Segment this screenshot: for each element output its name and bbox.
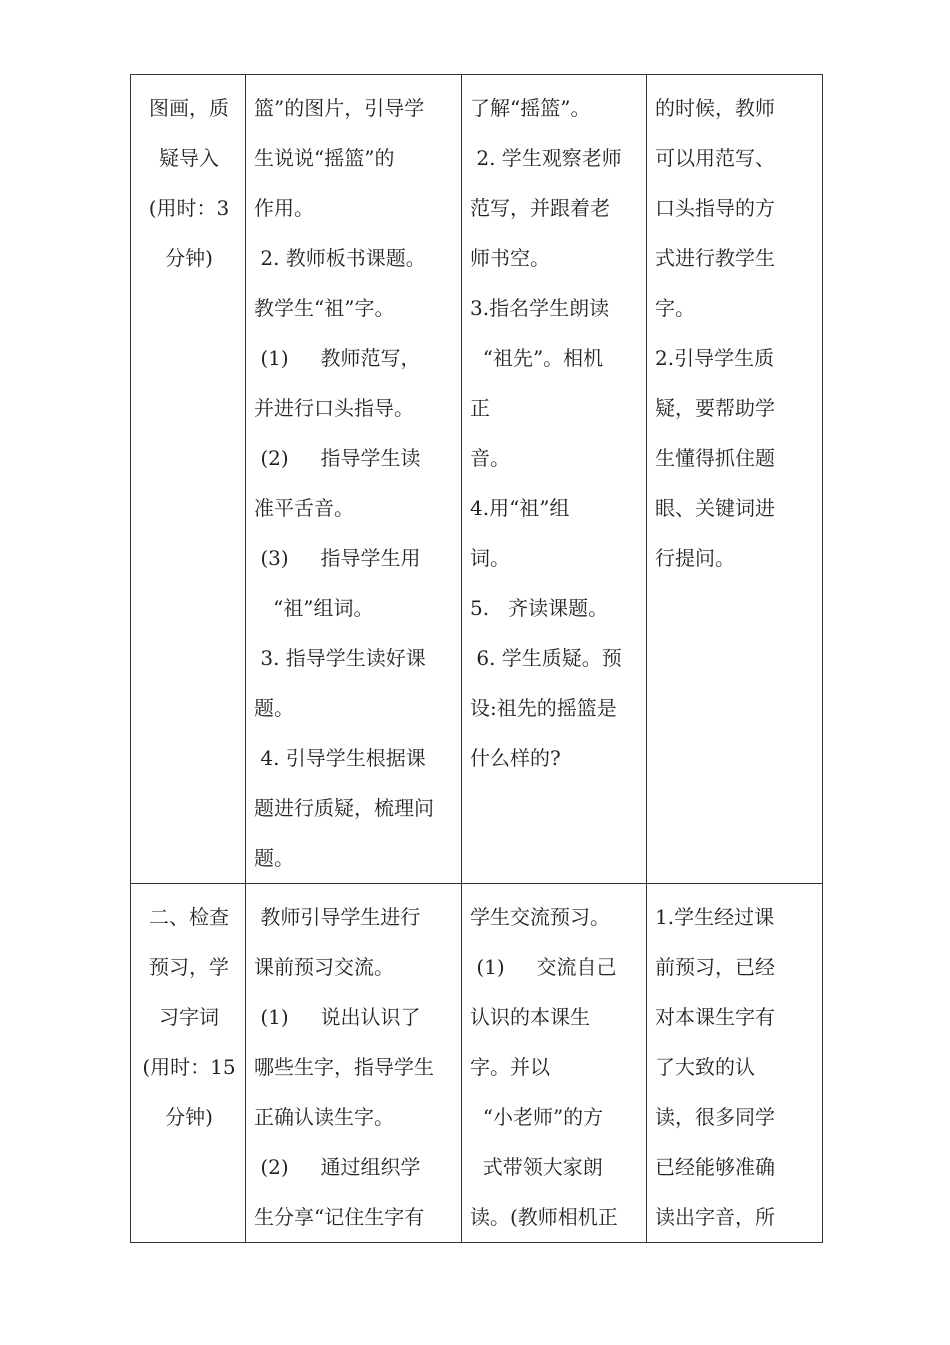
table-row — [131, 884, 823, 1243]
text-line: 眼、关键词进 — [655, 496, 775, 520]
text-line: 师书空。 — [470, 246, 550, 270]
text-line: 词。 — [470, 546, 510, 570]
text-line: 教学生“祖”字。 — [254, 296, 395, 320]
text-line: (1) 说出认识了 — [254, 1005, 421, 1029]
table-row — [131, 75, 823, 884]
text-line: 可以用范写、 — [655, 146, 775, 170]
text-line: 前预习，已经 — [655, 955, 775, 979]
text-line: 2.引导学生质 — [655, 346, 775, 370]
text-line: 5. 齐读课题。 — [470, 596, 609, 620]
text-line: 设:祖先的摇篮是 — [470, 696, 617, 720]
text-line: 图画，质 — [149, 96, 229, 120]
text-line: 读出字音，所 — [655, 1205, 775, 1229]
text-line: 口头指导的方 — [655, 196, 775, 220]
text-line: 生懂得抓住题 — [655, 446, 775, 470]
text-line: 1.学生经过课 — [655, 905, 775, 929]
text-line: 字。并以 — [470, 1055, 550, 1079]
design-intent-cell — [647, 884, 823, 1243]
text-line: 课前预习交流。 — [254, 955, 394, 979]
text-line: 篮”的图片，引导学 — [254, 96, 425, 120]
text-line: 二、检查 — [149, 905, 229, 929]
student-activity-cell — [462, 884, 647, 1243]
text-line: 并进行口头指导。 — [254, 396, 414, 420]
text-line: (2) 指导学生读 — [254, 446, 421, 470]
text-line: 行提问。 — [655, 546, 735, 570]
text-line: 生说说“摇篮”的 — [254, 146, 395, 170]
text-line: 的时候，教师 — [655, 96, 775, 120]
text-line: 4. 引导学生根据课 — [254, 746, 426, 770]
text-line: 范写，并跟着老 — [470, 196, 610, 220]
text-line: 题。 — [254, 846, 294, 870]
text-line: “小老师”的方 — [470, 1105, 604, 1129]
text-line: 式带领大家朗 — [470, 1155, 603, 1179]
text-line: 2. 教师板书课题。 — [254, 246, 426, 270]
text-line: 了解“摇篮”。 — [470, 96, 591, 120]
text-line: 题。 — [254, 696, 294, 720]
text-line: 预习，学 — [149, 955, 229, 979]
text-line: 什么样的? — [470, 746, 561, 770]
text-line: 分钟) — [165, 1105, 213, 1129]
text-line: 式进行教学生 — [655, 246, 775, 270]
text-line: (1) 交流自己 — [470, 955, 617, 979]
text-line: 题进行质疑，梳理问 — [254, 796, 434, 820]
text-line: 学生交流预习。 — [470, 905, 610, 929]
text-line: 分钟) — [165, 246, 213, 270]
text-line: 疑，要帮助学 — [655, 396, 775, 420]
text-line: 对本课生字有 — [655, 1005, 775, 1029]
text-line: 读。(教师相机正 — [470, 1205, 618, 1229]
text-line: 哪些生字，指导学生 — [254, 1055, 434, 1079]
text-line: 习字词 — [159, 1005, 219, 1029]
text-line: “祖先”。相机 — [470, 346, 604, 370]
text-line: 作用。 — [254, 196, 314, 220]
text-line: (用时：15 — [142, 1055, 236, 1079]
text-line: 字。 — [655, 296, 695, 320]
text-line: 疑导入 — [159, 146, 219, 170]
text-line: 4.用“祖”组 — [470, 496, 570, 520]
teacher-activity-cell — [246, 884, 462, 1243]
text-line: 读，很多同学 — [655, 1105, 775, 1129]
text-line: “祖”组词。 — [254, 596, 374, 620]
design-intent-cell — [647, 75, 823, 884]
text-line: 准平舌音。 — [254, 496, 354, 520]
text-line: 音。 — [470, 446, 510, 470]
text-line: (2) 通过组织学 — [254, 1155, 421, 1179]
stage-cell — [131, 75, 246, 884]
text-line: 教师引导学生进行 — [254, 905, 421, 929]
text-line: 6. 学生质疑。预 — [470, 646, 622, 670]
student-activity-cell — [462, 75, 647, 884]
lesson-plan-table — [130, 74, 823, 1243]
text-line: (用时：3 — [148, 196, 230, 220]
text-line: 认识的本课生 — [470, 1005, 590, 1029]
text-line: 正确认读生字。 — [254, 1105, 394, 1129]
text-line: (1) 教师范写， — [254, 346, 421, 370]
stage-cell — [131, 884, 246, 1243]
text-line: (3) 指导学生用 — [254, 546, 421, 570]
text-line: 了大致的认 — [655, 1055, 755, 1079]
text-line: 已经能够准确 — [655, 1155, 775, 1179]
teacher-activity-cell — [246, 75, 462, 884]
text-line: 3.指名学生朗读 — [470, 296, 610, 320]
text-line: 2. 学生观察老师 — [470, 146, 622, 170]
text-line: 3. 指导学生读好课 — [254, 646, 426, 670]
text-line: 正 — [470, 396, 490, 420]
text-line: 生分享“记住生字有 — [254, 1205, 425, 1229]
